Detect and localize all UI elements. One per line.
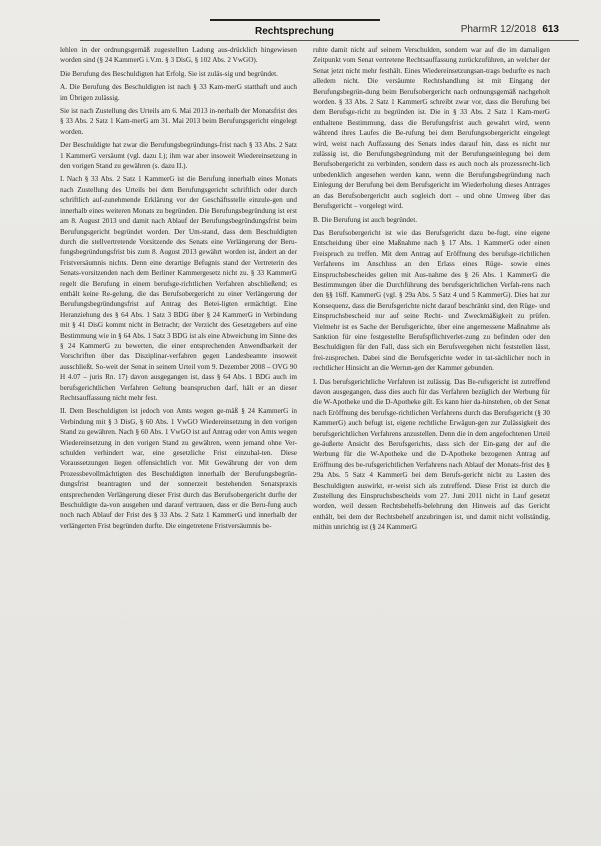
journal-issue: PharmR 12/2018 [460,24,537,35]
paragraph: I. Das berufsgerichtliche Verfahren ist zulässig. Das Be-rufsgericht ist zutreffend davon ausgegangen, dass dies auch für das Verfahren bezüglich der Werbung für die W-Apotheke und die D-Apotheke gilt. Es kann hier da-hinstehen, ob der Senat nach Eröffnung des berufsge-richtlichen Verfahrens durch das Berufsgericht (§ 30 KammerG) auch befugt ist, eigene rechtliche Erwägun-gen zur Zulässigkeit des berufsgerichtlichen Verfahrens anzustellen. Denn die in dem angefochtenen Urteil ge-äußerte Ansicht des Berufsgerichts, dass sich der Ein-gang der auf die Werbung für die W-Apotheke und die D-Apotheke bezogenen Antrag auf Eröffnung des be-rufsgerichtlichen Verfahrens nach Ablauf der Monats-frist des § 29a Abs. 5 Satz 4 KammerG bei dem Berufs-gericht nicht zu Lasten des Beschuldigten auswirkt, er-weist sich als zutreffend. Diese Frist ist durch die Zustellung des Einspruchsbescheids vom 27. Juni 2011 nicht in Lauf gesetzt worden, weil dessen Rechtsbehelfs-belehrung den Hinweis auf das Gericht enthält, bei dem der Rechtsbehelf anzubringen ist, und damit nicht vollständig, mithin unrichtig ist (§ 24 KammerG [313,377,550,532]
paragraph: I. Nach § 33 Abs. 2 Satz 1 KammerG ist die Berufung innerhalb eines Monats nach Zustellung des Urteils bei dem Berufungsgericht schriftlich oder durch schriftlich auf-zunehmende Erklärung vor der Geschäftsstelle einzule-gen und innerhalb eines weiteren Monats zu begründen. Die Berufungsbegründung ist erst am 8. August 2013 und damit nach Ablauf der Berufungsbegründungsfrist beim Berufungsgericht begründet worden. Der Um-stand, dass dem Beschuldigten durch die stellvertretende Vorsitzende des Senats eine Verlängerung der Beru-fungsbegründungsfrist bis zum 8. August 2013 gewährt worden ist, ändert an der Fristversäumnis nichts. Denn eine derartige Befugnis stand der Vertreterin des Senats-vorsitzenden nach dem Berliner Kammergesetz nicht zu. § 33 KammerG regelt die Berufung in einem berufsge-richtlichen Verfahren abschließend; es enthält keine Re-gelung, die das Berufsobergericht zu einer Verlängerung der Berufungsbegründungsfrist auf Antrag des Betei-ligten ermächtigt. Eine Heranziehung des § 64 Abs. 1 Satz 3 BDG über § 24 KammerG in Verbindung mit § 41 DisG kommt nicht in Betracht; der Verzicht des Gesetzgebers auf eine Bestimmung wie in § 64 Abs. 1 Satz 3 BDG ist als eine Abweichung im Sinne des § 24 KammerG zu bewerten, die einer entsprechenden Anwendbarkeit der Vorschriften über das Disziplinar-verfahren gegen Landesbeamte insoweit ausschließt. So-weit der Senat in seinem Urteil vom 9. Dezember 2008 – OVG 90 H 4.07 – juris Rn. 17) davon ausgegangen ist, dass § 64 Abs. 1 BDG auch im berufsgerichtlichen Verfahren Geltung beanspruchen darf, hält er an dieser Rechtsauffassung nicht mehr fest. [60,175,297,402]
paragraph: A. Die Berufung des Beschuldigten ist nach § 33 Kam-merG statthaft und auch im Übrigen zulässig. [60,83,297,102]
paragraph: II. Dem Beschuldigten ist jedoch von Amts wegen ge-mäß § 24 KammerG in Verbindung mit § 3 DisG, § 60 Abs. 1 VwGO Wiedereinsetzung in den vorigen Stand zu gewähren. Nach § 60 Abs. 1 VwGO ist auf Antrag oder von Amts wegen Wiedereinsetzung in den vorigen Stand zu gewähren, wenn jemand ohne Ver-schulden verhindert war, eine gesetzliche Frist einzuhal-ten. Diese Voraussetzungen liegen offensichtlich vor. Mit Gewährung der von dem Prozessbevollmächtigten des Beschuldigten innerhalb der Berufungsbegrün-dungsfrist beantragten und der sonnerzeit bestehenden Senatspraxis entsprechenden Verlängerung dieser Frist durch das Berufsobergericht durfte der Beschuldigte da-von ausgehen und darauf vertrauen, dass er die Beru-fung auch noch nach Ablauf der Frist des § 33 Abs. 2 Satz 1 KammerG und innerhalb der verlängerten Frist begründen durfte. Die eingetretene Fristversäumnis be- [60,407,297,530]
paragraph: ruhte damit nicht auf seinem Verschulden, sondern war auf die im damaligen Zeitpunkt vom Senat vertretene Rechtsauffassung zurückzuführen, an welcher der Senat jetzt nicht mehr festhält. Eines Wiedereinsetzungsan-trags bedurfte es nach alledem nicht. Die versäumte Rechtshandlung ist mit Eingang der Berufungsbegrün-dung beim Berufsobergericht nach ordnungsgemäß nachgeholt worden. § 33 Abs. 2 Satz 1 KammerG schreibt zwar vor, dass die Berufung bei dem Berufsge-richt zu begründen ist. Die in § 33 Abs. 2 Satz 1 Kam-merG enthaltene Bestimmung, dass die Berufungsfrist auch gewahrt wird, wenn während ihres Laufes die Be-rufung bei dem Berufungsobergericht eingelegt wird, weist nach Auffassung des Senats indes darauf hin, dass es nicht nur zulässig ist, die Berufungsbegründung mit der Berufungseinlegung bei dem Berufsobergericht zu verbinden, sondern dass es auch noch als prozessrecht-lich unbedenklich angesehen werden kann, wenn die Berufungsbegründung nach Einlegung der Berufung bei dem Berufsgericht im Wiederholung dieses Antrages an das Berufsobergericht auch sogleich dort – und ohne Umweg über das Berufsgericht – vorgelegt wird. [313,46,550,211]
page-number: 613 [542,24,559,35]
header-rule [80,40,579,41]
paragraph: Das Berufsobergericht ist wie das Berufsgericht dazu be-fugt, eine eigene Entscheidung über eine Maßnahme nach § 17 Abs. 1 KammerG oder einen Freispruch zu treffen. Mit dem Antrag auf Eröffnung des berufsge-richtlichen Verfahrens im Anschluss an den Erlass eines Rüge- sowie eines Einspruchsbescheides gelten mit Aus-nahme des § 26 Abs. 1 KammerG die Bestimmungen über die Durchführung des berufsgerichtlichen Verfah-rens nach den §§ 16ff. KammerG (vgl. § 29a Abs. 5 Satz 4 und 5 KammerG). Dies hat zur Konsequenz, dass die Berufsgerichte nicht darauf beschränkt sind, den Rüge- und Einspruchsbescheid nur auf seine Recht- und Zweckmäßigkeit zu prüfen. Vielmehr ist es Sache der Berufsgerichte, über eine angemessene Maßnahme als Sanktion für eine festgestellte Berufspflichtverlet-zung zu befinden oder den Beschuldigten für den Fall, dass sich ein Berufsvergehen nicht feststellen lässt, frei-zusprechen. Dabei sind die Berufsgerichte weder in tat-sächlicher noch in rechtlicher Hinsicht an die Wertun-gen der Kammer gebunden. [313,228,550,373]
left-column [60,45,297,534]
section-rule [210,19,380,21]
section-title: Rechtsprechung [255,26,334,37]
paragraph: lehlen in der ordnungsgemäß zugestellten Ladung aus-drücklich hingewiesen worden sind (§ 24 KammerG i.V.m. § 3 DisG, § 102 Abs. 2 VwGO). [60,46,297,65]
paragraph: Sie ist nach Zustellung des Urteils am 6. Mai 2013 in-nerhalb der Monatsfrist des § 33 Abs. 2 Satz 1 Kam-merG am 31. Mai 2013 beim Berufungsgericht eingelegt worden. [60,107,297,136]
paragraph: Die Berufung des Beschuldigten hat Erfolg. Sie ist zuläs-sig und begründet. [60,69,278,78]
page-header [50,14,579,42]
journal-citation [461,24,559,35]
paragraph: Der Beschuldigte hat zwar die Berufungsbegründungs-frist nach § 33 Abs. 2 Satz 1 KammerG versäumt (vgl. dazu I.); ihm war aber insoweit Wiedereinsetzung in den vorigen Stand zu gewähren (s. dazu II.). [60,141,297,171]
paragraph: B. Die Berufung ist auch begründet. [313,215,417,224]
right-column [313,45,550,536]
